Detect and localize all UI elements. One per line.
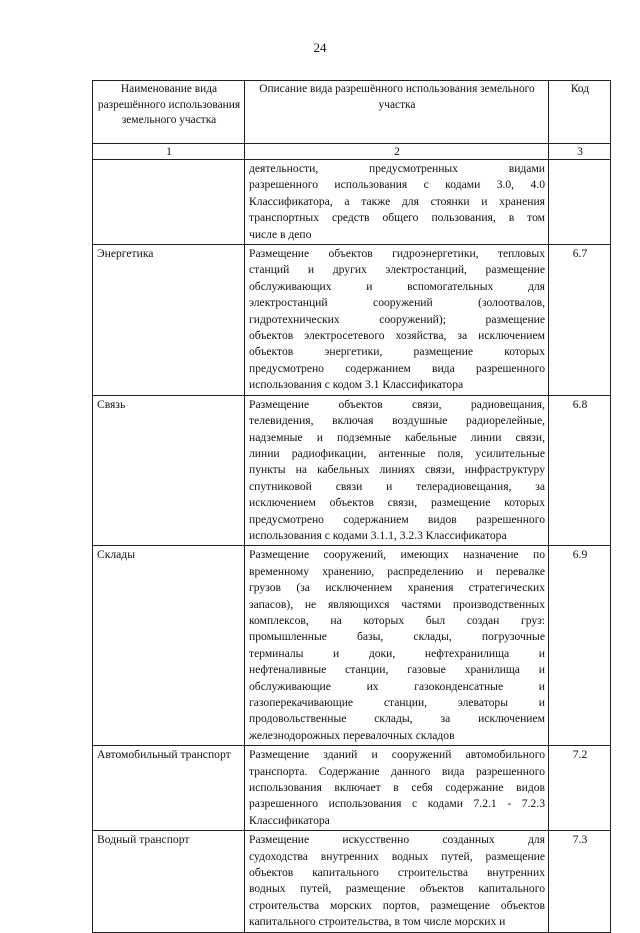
description-line: судоходства внутренних водных путей, размещение xyxy=(249,849,545,863)
table-header-row xyxy=(93,81,611,144)
description-line: газоперекачивающие станции, элеваторы и xyxy=(249,696,545,709)
description-line: деятельности, предусмотренных видами xyxy=(249,162,545,175)
description-line: использования с кодами 3.1.1, 3.2.3 Классификатора xyxy=(249,528,507,542)
description-line: железнодорожных перевалочных складов xyxy=(249,728,455,742)
table-row xyxy=(93,245,611,396)
description-line: исключением объектов связи, размещение которых xyxy=(249,496,545,510)
description-line: использования с кодом 3.1 Классификатора xyxy=(249,378,464,392)
land-use-name: Автомобильный транспорт xyxy=(93,746,245,831)
description-line: линии радиофикации, антенные поля, усилительные xyxy=(249,446,545,460)
column-number: 2 xyxy=(245,144,549,160)
description-line: Размещение сооружений, имеющих назначение по xyxy=(249,548,545,562)
table-row xyxy=(93,746,611,831)
table-row xyxy=(93,395,611,546)
column-number: 3 xyxy=(549,144,611,160)
description-line: предусмотрено содержанием видов разрешенного xyxy=(249,512,545,526)
description-line: Размещение объектов гидроэнергетики, тепловых xyxy=(249,247,545,261)
description-line: Размещение зданий и сооружений автомобильного xyxy=(249,748,545,762)
description-line: транспортных средств общего пользования, в том xyxy=(249,211,545,225)
land-use-description xyxy=(245,245,549,396)
land-use-table xyxy=(92,80,611,933)
header-description: Описание вида разрешённого использования земельного участка xyxy=(245,81,549,144)
land-use-code: 6.8 xyxy=(549,395,611,546)
description-line: нефтеналивные станции, газовые хранилища и xyxy=(249,663,545,677)
land-use-name xyxy=(93,160,245,245)
description-line: Классификатора, а также для стоянки и хранения xyxy=(249,194,545,208)
description-line: Размещение искусственно созданных для xyxy=(249,833,545,847)
land-use-code: 7.3 xyxy=(549,831,611,932)
description-line: объектов энергетики, размещение которых xyxy=(249,345,545,359)
description-line: предусмотрено содержанием вида разрешенного xyxy=(249,361,545,375)
land-use-code: 7.2 xyxy=(549,746,611,831)
description-line: капитального строительства, в том числе морских и xyxy=(249,915,506,929)
land-use-name: Водный транспорт xyxy=(93,831,245,932)
land-use-description xyxy=(245,831,549,932)
land-use-code: 6.7 xyxy=(549,245,611,396)
land-use-name: Связь xyxy=(93,395,245,546)
description-line: гидротехнических сооружений); размещение xyxy=(249,312,545,326)
column-number: 1 xyxy=(93,144,245,160)
description-line: пункты на кабельных линиях связи, инфраструктуру xyxy=(249,463,545,477)
table-row xyxy=(93,160,611,245)
description-line: комплексов, на которых был создан груз: xyxy=(249,613,545,627)
land-use-description xyxy=(245,395,549,546)
description-line: грузов (за исключением хранения стратегических xyxy=(249,581,545,595)
description-line: станций и других электростанций, размещение xyxy=(249,263,545,277)
description-line: числе в депо xyxy=(249,227,312,241)
description-line: продовольственные склады, за исключением xyxy=(249,712,545,726)
description-line: Размещение объектов связи, радиовещания, xyxy=(249,397,545,411)
description-line: телевидения, включая воздушные радиорелейные, xyxy=(249,414,545,428)
description-line: электростанций сооружений (золоотвалов, xyxy=(249,296,545,310)
page-number: 24 xyxy=(313,40,327,55)
land-use-name: Склады xyxy=(93,546,245,746)
land-use-description xyxy=(245,746,549,831)
table-row xyxy=(93,831,611,932)
description-line: Классификатора xyxy=(249,813,330,827)
land-use-code xyxy=(549,160,611,245)
description-line: объектов электросетевого хозяйства, за исключением xyxy=(249,329,545,343)
description-line: обслуживающих и вспомогательных для xyxy=(249,279,545,293)
table-body xyxy=(93,160,611,933)
land-use-name: Энергетика xyxy=(93,245,245,396)
description-line: водных путей, размещение объектов капитального xyxy=(249,882,545,896)
description-line: объектов капитального строительства внутренних xyxy=(249,866,545,880)
land-use-code: 6.9 xyxy=(549,546,611,746)
description-line: надземные и подземные кабельные линии связи, xyxy=(249,430,545,444)
land-use-description xyxy=(245,546,549,746)
description-line: запасов), не являющихся частями производственных xyxy=(249,597,545,611)
header-name: Наименование вида разрешённого использования земельного участка xyxy=(93,81,245,144)
column-number-row xyxy=(93,144,611,160)
description-line: спутниковой связи и телерадиовещания, за xyxy=(249,479,545,493)
description-line: строительства морских портов, размещение объектов xyxy=(249,898,545,912)
header-code: Код xyxy=(549,81,611,144)
table-row xyxy=(93,546,611,746)
description-line: использования включает в себя содержание видов xyxy=(249,781,545,795)
description-line: терминалы и доки, нефтехранилища и xyxy=(249,646,545,660)
land-use-description xyxy=(245,160,549,245)
description-line: промышленные базы, склады, погрузочные xyxy=(249,630,545,644)
description-line: транспорта. Содержание данного вида разрешенного xyxy=(249,764,545,778)
description-line: обслуживающие их газоконденсатные и xyxy=(249,679,545,693)
description-line: временному хранению, распределению и перевалке xyxy=(249,564,545,578)
description-line: разрешенного использования с кодами 7.2.1 - 7.2.3 xyxy=(249,797,545,811)
description-line: разрешенного использования с кодами 3.0, 4.0 xyxy=(249,178,545,192)
